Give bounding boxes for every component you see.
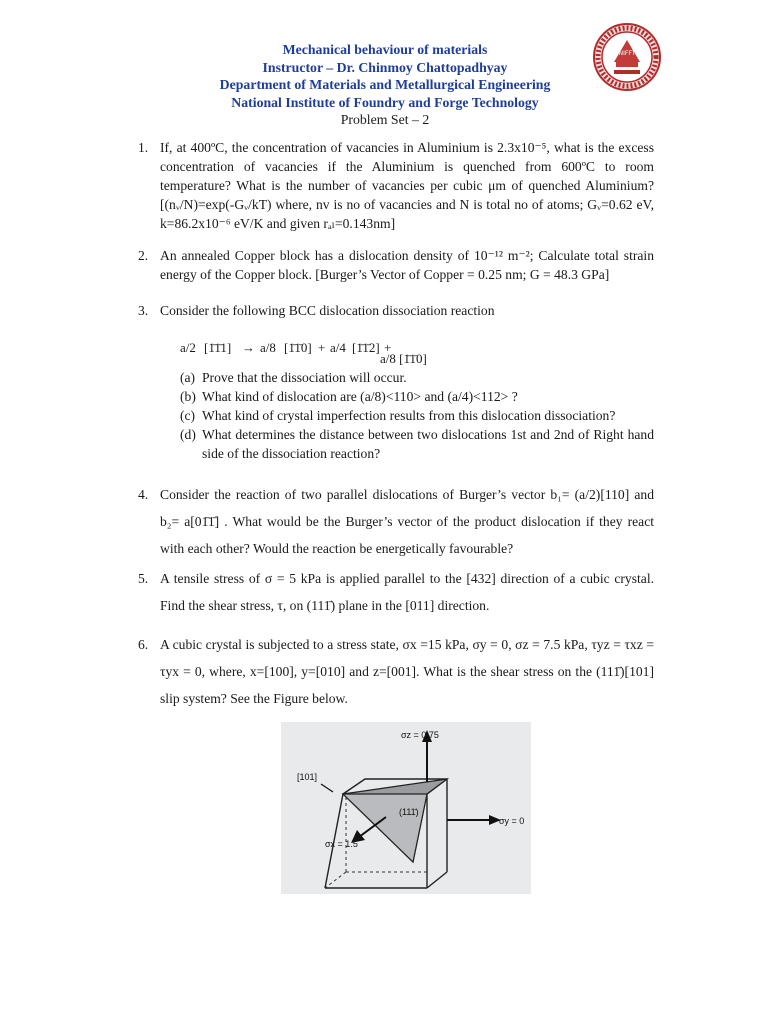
svg-text:+: +: [318, 340, 326, 355]
question-5: [138, 565, 654, 619]
question-4: [138, 481, 654, 562]
eq-lhs-coef: a/2: [180, 340, 196, 355]
sub-question-d: (d) What determines the distance between two dislocations 1st and 2nd of Right hand side of the dissociation reaction?: [180, 427, 654, 461]
eq-term1-vec: [1̄1̄0]: [284, 340, 312, 355]
question-number: 3.: [138, 303, 149, 318]
question-2: [138, 246, 654, 284]
sub-questions: [160, 368, 654, 463]
question-text: Consider the following BCC dislocation dissociation reaction: [160, 303, 495, 318]
question-text: If, at 400ºC, the concentration of vacancies in Aluminium is 2.3x10⁻⁵, what is the excess concentration of vacancies if the Aluminium is quenched from 600ºC to room temperature? What is the number of vacancies per cubic μm of quenched Aluminium? [(nᵥ/N)=exp(-Gᵥ/kT) where, nv is no of vacancies and N is total no of atoms; Gᵥ=0.62 eV, k=86.2x10⁻⁶ eV/K and given rₐₗ=0.143nm]: [160, 140, 654, 231]
question-number: 1.: [138, 140, 149, 155]
label-sigma-y: σy = 0: [499, 816, 525, 826]
question-text: An annealed Copper block has a dislocation density of 10⁻¹² m⁻²; Calculate total strain energy of the Copper block. [Burger’s Vector of Copper = 0.25 nm; G = 48.3 GPa]: [160, 248, 654, 282]
instructor-line: Instructor – Dr. Chinmoy Chattopadhyay: [262, 59, 508, 75]
eq-term3: [380, 349, 427, 368]
question-3: [138, 301, 654, 463]
sub-question-b: (b) What kind of dislocation are (a/8)<110> and (a/4)<112> ?: [180, 389, 518, 404]
question-number: 4.: [138, 487, 149, 502]
question-text: Consider the reaction of two parallel dislocations of Burger’s vector b₁= (a/2)[110] and b₂= a[01̄1̄] . What would be the Burger’s vector of the product dislocation if they react with each other? Would the reaction be energetically favourable?: [160, 487, 654, 556]
label-sigma-x: σx = 1.5: [325, 839, 358, 849]
question-1: [138, 138, 654, 233]
label-sigma-z: σz = 0.75: [401, 730, 439, 740]
institute-line: National Institute of Foundry and Forge Technology: [231, 94, 539, 110]
problem-set-title: Problem Set – 2: [340, 112, 430, 128]
question-text: A cubic crystal is subjected to a stress state, σx =15 kPa, σy = 0, σz = 7.5 kPa, τyz = τxz = τyx = 0, where, x=[100], y=[010] and z=[001]. What is the shear stress on the (111̄)[101] slip system? See the Figure below.: [160, 637, 654, 706]
eq-term3-vec: [1̄1̄0]: [399, 351, 427, 366]
eq-term2-coef: a/4: [330, 340, 346, 355]
department-line: Department of Materials and Metallurgical Engineering: [219, 77, 551, 93]
document-header: [150, 41, 620, 128]
course-title: Mechanical behaviour of materials: [282, 42, 488, 57]
eq-arrow: →: [242, 340, 255, 355]
svg-text:NIFFT: NIFFT: [618, 50, 636, 57]
eq-lhs-vec: [1̄1̄1]: [204, 340, 232, 355]
label-plane: (111̄): [399, 807, 419, 817]
svg-text:+: +: [384, 340, 392, 355]
question-text: A tensile stress of σ = 5 kPa is applied parallel to the [432] direction of a cubic crystal. Find the shear stress, τ, on (111̄) plane in the [011] direction.: [160, 571, 654, 613]
sub-question-a: (a) Prove that the dissociation will occur.: [180, 370, 407, 385]
label-direction-101: [101]: [297, 772, 318, 782]
sub-question-c: (c) What kind of crystal imperfection results from this dislocation dissociation?: [180, 408, 616, 423]
question-number: 5.: [138, 571, 149, 586]
question-number: 6.: [138, 637, 149, 652]
stress-cube-figure: [281, 722, 531, 894]
eq-term2-vec: [1̄1̄2]: [352, 340, 380, 355]
eq-term1-coef: a/8: [260, 340, 276, 355]
question-number: 2.: [138, 248, 149, 263]
eq-term3-coef: a/8: [380, 351, 396, 366]
question-6: [138, 631, 654, 712]
